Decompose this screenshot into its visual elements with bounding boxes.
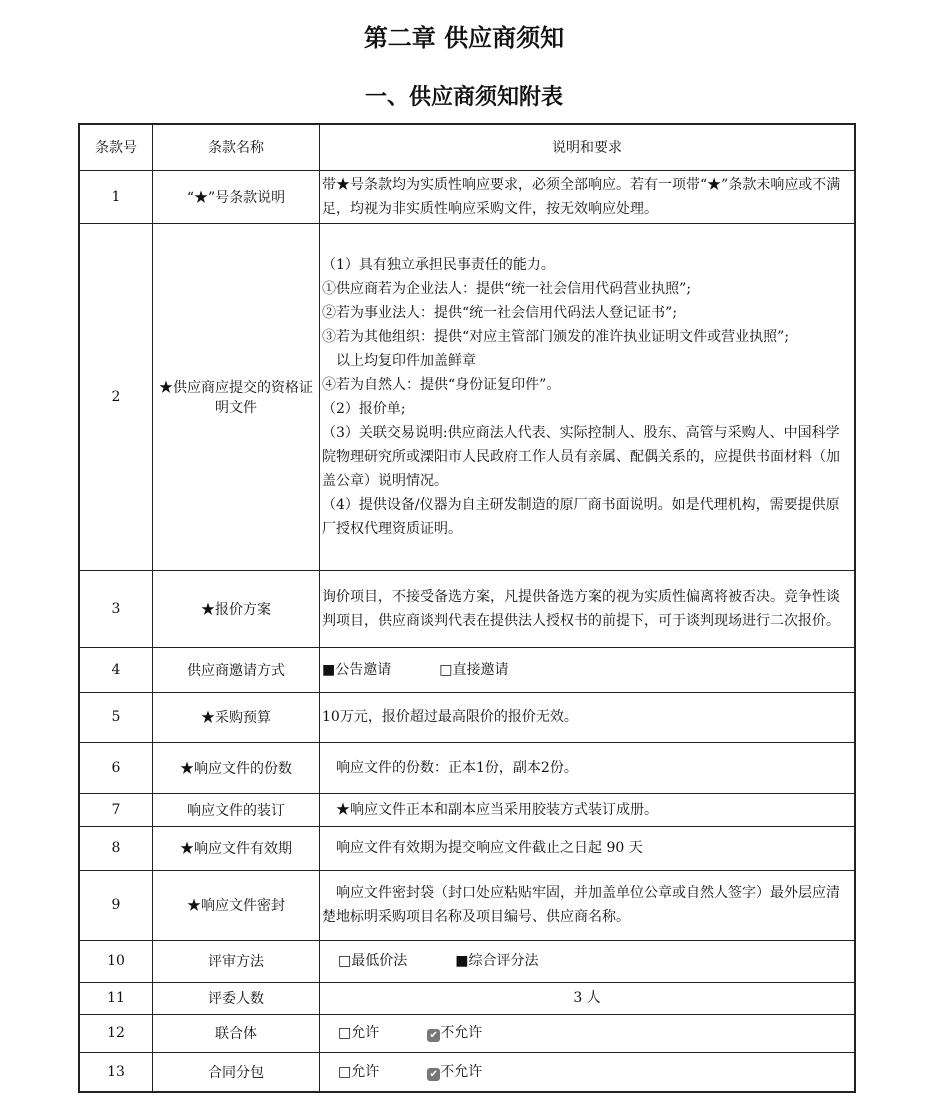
table-row xyxy=(79,870,855,940)
clause-name: 评委人数 xyxy=(153,982,320,1014)
option-checkbox[interactable] xyxy=(439,658,508,682)
desc-line: 询价项目，不接受备选方案，凡提供备选方案的视为实质性偏离将被否决。竞争性谈判项目，供应商谈判代表在提供法人授权书的前提下，可于谈判现场进行二次报价。 xyxy=(322,588,840,629)
clause-desc xyxy=(320,223,856,570)
clause-desc xyxy=(320,570,856,647)
desc-line: （3）关联交易说明:供应商法人代表、实际控制人、股东、高管与采购人、中国科学院物理研究所或溧阳市人民政府工作人员有亲属、配偶关系的，应提供书面材料（加盖公章）说明情况。 xyxy=(322,424,840,489)
clause-name: ★响应文件的份数 xyxy=(153,742,320,793)
clause-no: 1 xyxy=(79,170,153,223)
clause-name: 合同分包 xyxy=(153,1052,320,1092)
clause-no: 5 xyxy=(79,692,153,742)
chapter-title: 第二章 供应商须知 xyxy=(363,23,565,52)
option-checkbox[interactable] xyxy=(427,1060,482,1084)
clause-desc xyxy=(320,692,856,742)
option-label: 直接邀请 xyxy=(452,661,509,678)
clause-desc xyxy=(320,1052,856,1092)
clause-no: 12 xyxy=(79,1014,153,1052)
clause-desc xyxy=(320,826,856,870)
header-name: 条款名称 xyxy=(153,124,320,170)
desc-line: ④若为自然人：提供“身份证复印件”。 xyxy=(322,376,561,393)
option-label: 不允许 xyxy=(440,1063,483,1080)
desc-line: （4）提供设备/仪器为自主研发制造的原厂商书面说明。如是代理机构，需要提供原厂授权代理资质证明。 xyxy=(322,496,840,537)
table-row xyxy=(79,1014,855,1052)
clause-name: ★响应文件有效期 xyxy=(153,826,320,870)
table-row xyxy=(79,1052,855,1092)
clause-name: ★供应商应提交的资格证明文件 xyxy=(153,223,320,570)
empty-square-icon: □ xyxy=(338,1063,352,1080)
clause-no: 9 xyxy=(79,870,153,940)
option-checkbox[interactable] xyxy=(338,1021,379,1045)
clause-desc xyxy=(320,793,856,826)
header-desc: 说明和要求 xyxy=(320,124,856,170)
desc-line: 响应文件的份数：正本1份，副本2份。 xyxy=(322,759,578,776)
supplier-notice-table xyxy=(78,123,856,1093)
desc-line: （2）报价单; xyxy=(322,400,406,417)
table-row xyxy=(79,170,855,223)
clause-desc xyxy=(320,940,856,982)
desc-line: 以上均复印件加盖鲜章 xyxy=(322,352,476,369)
table-row xyxy=(79,223,855,570)
empty-square-icon: □ xyxy=(338,1025,352,1041)
checked-checkbox-icon: ✔ xyxy=(427,1068,440,1081)
clause-no: 2 xyxy=(79,223,153,570)
clause-name: 供应商邀请方式 xyxy=(153,647,320,692)
table-row xyxy=(79,940,855,982)
desc-line: ★响应文件正本和副本应当采用胶装方式装订成册。 xyxy=(322,801,658,818)
desc-text: 3 人 xyxy=(573,990,601,1006)
option-label: 最低价法 xyxy=(351,953,408,969)
clause-no: 4 xyxy=(79,647,153,692)
clause-no: 3 xyxy=(79,570,153,647)
desc-line: 10万元，报价超过最高限价的报价无效。 xyxy=(322,709,578,725)
clause-desc xyxy=(320,870,856,940)
clause-name: ★响应文件密封 xyxy=(153,870,320,940)
header-no: 条款号 xyxy=(79,124,153,170)
clause-name: ★报价方案 xyxy=(153,570,320,647)
clause-no: 7 xyxy=(79,793,153,826)
option-label: 公告邀请 xyxy=(335,661,392,678)
clause-desc xyxy=(320,647,856,692)
filled-square-icon: ■ xyxy=(455,953,469,969)
clause-name: 响应文件的装订 xyxy=(153,793,320,826)
table-row xyxy=(79,982,855,1014)
option-checkbox[interactable] xyxy=(455,949,538,973)
clause-desc xyxy=(320,1014,856,1052)
option-label: 允许 xyxy=(351,1025,380,1041)
desc-line: 带★号条款均为实质性响应要求，必须全部响应。若有一项带“★”条款未响应或不满足，均视为非实质性响应采购文件，按无效响应处理。 xyxy=(322,176,841,217)
clause-name: ★采购预算 xyxy=(153,692,320,742)
empty-square-icon: □ xyxy=(439,661,453,678)
clause-name: 联合体 xyxy=(153,1014,320,1052)
desc-line: （1）具有独立承担民事责任的能力。 xyxy=(322,256,555,273)
clause-no: 6 xyxy=(79,742,153,793)
desc-line: ②若为事业法人：提供“统一社会信用代码法人登记证书”; xyxy=(322,304,678,321)
section-title: 一、供应商须知附表 xyxy=(364,84,563,110)
table-row xyxy=(79,570,855,647)
desc-line: 响应文件有效期为提交响应文件截止之日起 90 天 xyxy=(322,840,643,856)
clause-desc xyxy=(320,170,856,223)
clause-desc xyxy=(320,742,856,793)
option-checkbox[interactable] xyxy=(338,949,407,973)
option-label: 允许 xyxy=(351,1063,380,1080)
option-checkbox[interactable] xyxy=(338,1060,379,1084)
clause-no: 13 xyxy=(79,1052,153,1092)
filled-square-icon: ■ xyxy=(322,661,336,678)
table-row xyxy=(79,647,855,692)
option-label: 综合评分法 xyxy=(468,953,539,969)
clause-no: 8 xyxy=(79,826,153,870)
checked-checkbox-icon: ✔ xyxy=(427,1029,440,1042)
desc-line: 响应文件密封袋（封口处应粘贴牢固，并加盖单位公章或自然人签字）最外层应清楚地标明采购项目名称及项目编号、供应商名称。 xyxy=(322,885,840,925)
option-checkbox[interactable] xyxy=(427,1021,482,1045)
clause-name: “★”号条款说明 xyxy=(153,170,320,223)
desc-line: ①供应商若为企业法人：提供“统一社会信用代码营业执照”; xyxy=(322,280,692,297)
option-checkbox[interactable] xyxy=(322,658,391,682)
empty-square-icon: □ xyxy=(338,953,352,969)
table-row xyxy=(79,692,855,742)
table-row xyxy=(79,793,855,826)
clause-no: 10 xyxy=(79,940,153,982)
clause-desc xyxy=(320,982,856,1014)
clause-name: 评审方法 xyxy=(153,940,320,982)
option-label: 不允许 xyxy=(440,1025,483,1041)
desc-line: ③若为其他组织：提供“对应主管部门颁发的准许执业证明文件或营业执照”; xyxy=(322,328,790,345)
table-row xyxy=(79,826,855,870)
clause-no: 11 xyxy=(79,982,153,1014)
table-row xyxy=(79,742,855,793)
